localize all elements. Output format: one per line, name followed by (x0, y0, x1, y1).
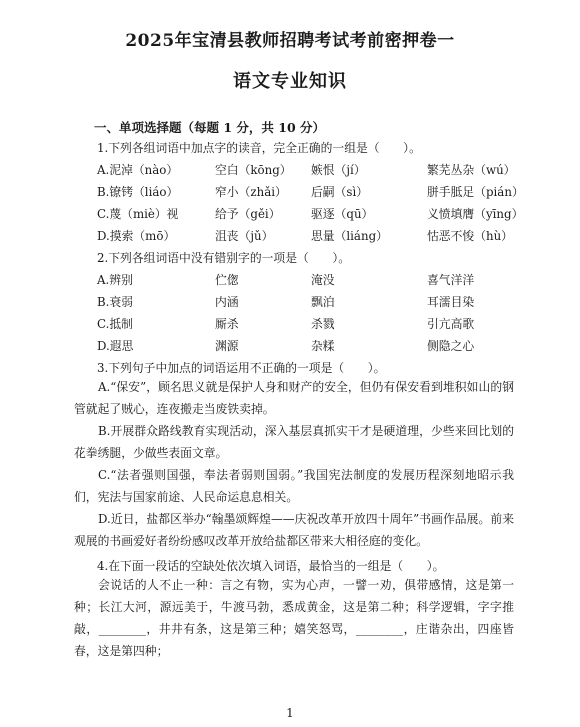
q2-option-row-c (97, 315, 517, 333)
q2-option-cell: 伫偬 (215, 273, 239, 287)
q2-option-row-b (97, 293, 517, 311)
q2-option-cell: 内涵 (215, 295, 239, 309)
q3-option-a: A.“保安”，顾名思义就是保护人身和财产的安全，但仍有保安看到堆积如山的钢管就起了贼心，连夜搬走当废铁卖掉。 (74, 380, 514, 416)
q1-option-cell: 空白（kōng） (215, 163, 292, 177)
q2-option-cell: 侧隐之心 (427, 339, 475, 353)
q2-option-cell: 淹没 (311, 273, 335, 287)
q2-option-cell: 喜气洋洋 (427, 273, 475, 287)
question-1-stem: 1.下列各组词语中加点字的读音，完全正确的一组是（ ）。 (97, 141, 421, 155)
q3-option-b: B.开展群众路线教育实现活动，深入基层真抓实干才是硬道理，少些来回比划的花拳绣腿，少做些表面文章。 (74, 424, 514, 460)
q2-option-cell: C.抵制 (97, 317, 133, 331)
q2-option-cell: 耳濡目染 (427, 295, 475, 309)
question-3-options (74, 376, 514, 552)
page-number: 1 (286, 706, 294, 720)
q1-option-cell: D.摸索（mō） (97, 229, 176, 243)
q2-option-cell: 厮杀 (215, 317, 239, 331)
q1-option-cell: 给予（gěi） (215, 207, 281, 221)
q1-option-cell: 思量（liáng） (311, 229, 388, 243)
question-4-stem: 4.在下面一段话的空缺处依次填入词语，最恰当的一组是（ ）。 (97, 559, 445, 573)
q2-option-cell: D.遐思 (97, 339, 134, 353)
q1-option-cell: 后嗣（sì） (311, 185, 369, 199)
q1-option-cell: 繁芜丛杂（wú） (427, 163, 516, 177)
q1-option-cell: A.泥淖（nào） (97, 163, 179, 177)
q1-option-cell: 沮丧（jǔ） (215, 229, 274, 243)
q1-option-cell: C.蔑（miè）视 (97, 207, 179, 221)
q2-option-cell: 杀戮 (311, 317, 335, 331)
q1-option-cell: 窄小（zhǎi） (215, 185, 287, 199)
q1-option-row-c (97, 205, 524, 223)
q1-option-row-a (97, 161, 517, 179)
q1-option-row-d (97, 227, 517, 245)
q2-option-cell: 渊源 (215, 339, 239, 353)
q1-option-cell: 义愤填膺（yīng） (427, 207, 524, 221)
q3-option-c: C.“法者强则国强，奉法者弱则国弱。”我国宪法制度的发展历程深刻地昭示我们，宪法与国家前途、人民命运息息相关。 (74, 468, 514, 504)
q3-option-d: D.近日，盐都区举办“翰墨颂辉煌——庆祝改革开放四十周年”书画作品展。前来观展的书画爱好者纷纷感叹改革开放给盐都区带来大相径庭的变化。 (74, 512, 514, 548)
section-heading: 一、单项选择题（每题 1 分，共 10 分） (94, 120, 326, 135)
q2-option-cell: 引亢高歌 (427, 317, 475, 331)
exam-title: 2025年宝清县教师招聘考试考前密押卷一 (125, 31, 455, 51)
exam-subtitle: 语文专业知识 (233, 71, 347, 92)
q4-passage-text: 会说话的人不止一种：言之有物，实为心声，一譬一劝，俱带感情，这是第一种；长江大河，源远美于，牛渡马勃，悉成黄金，这是第二种；科学逻辑，字字推敲，________，井井有条，这是第三种；嬉笑怒骂，________，庄谐杂出，四座皆春，这是第四种； (74, 578, 514, 658)
q2-option-cell: A.辨别 (97, 273, 133, 287)
q2-option-row-d (97, 337, 517, 355)
question-4-passage (74, 574, 514, 662)
q1-option-cell: 嫉恨（jí） (311, 163, 366, 177)
q2-option-cell: 飘泊 (311, 295, 335, 309)
q2-option-cell: 杂糅 (311, 339, 335, 353)
q2-option-cell: B.衰弱 (97, 295, 134, 309)
question-3-stem: 3.下列句子中加点的词语运用不正确的一项是（ ）。 (97, 361, 386, 375)
q1-option-cell: 胼手胝足（pián） (427, 185, 524, 199)
question-2-stem: 2.下列各组词语中没有错别字的一项是（ ）。 (97, 251, 351, 265)
q1-option-cell: 怙恶不悛（hù） (427, 229, 513, 243)
q1-option-cell: 驱逐（qū） (311, 207, 374, 221)
q1-option-cell: B.镣铐（liáo） (97, 185, 179, 199)
q1-option-row-b (97, 183, 524, 201)
q2-option-row-a (97, 271, 517, 289)
